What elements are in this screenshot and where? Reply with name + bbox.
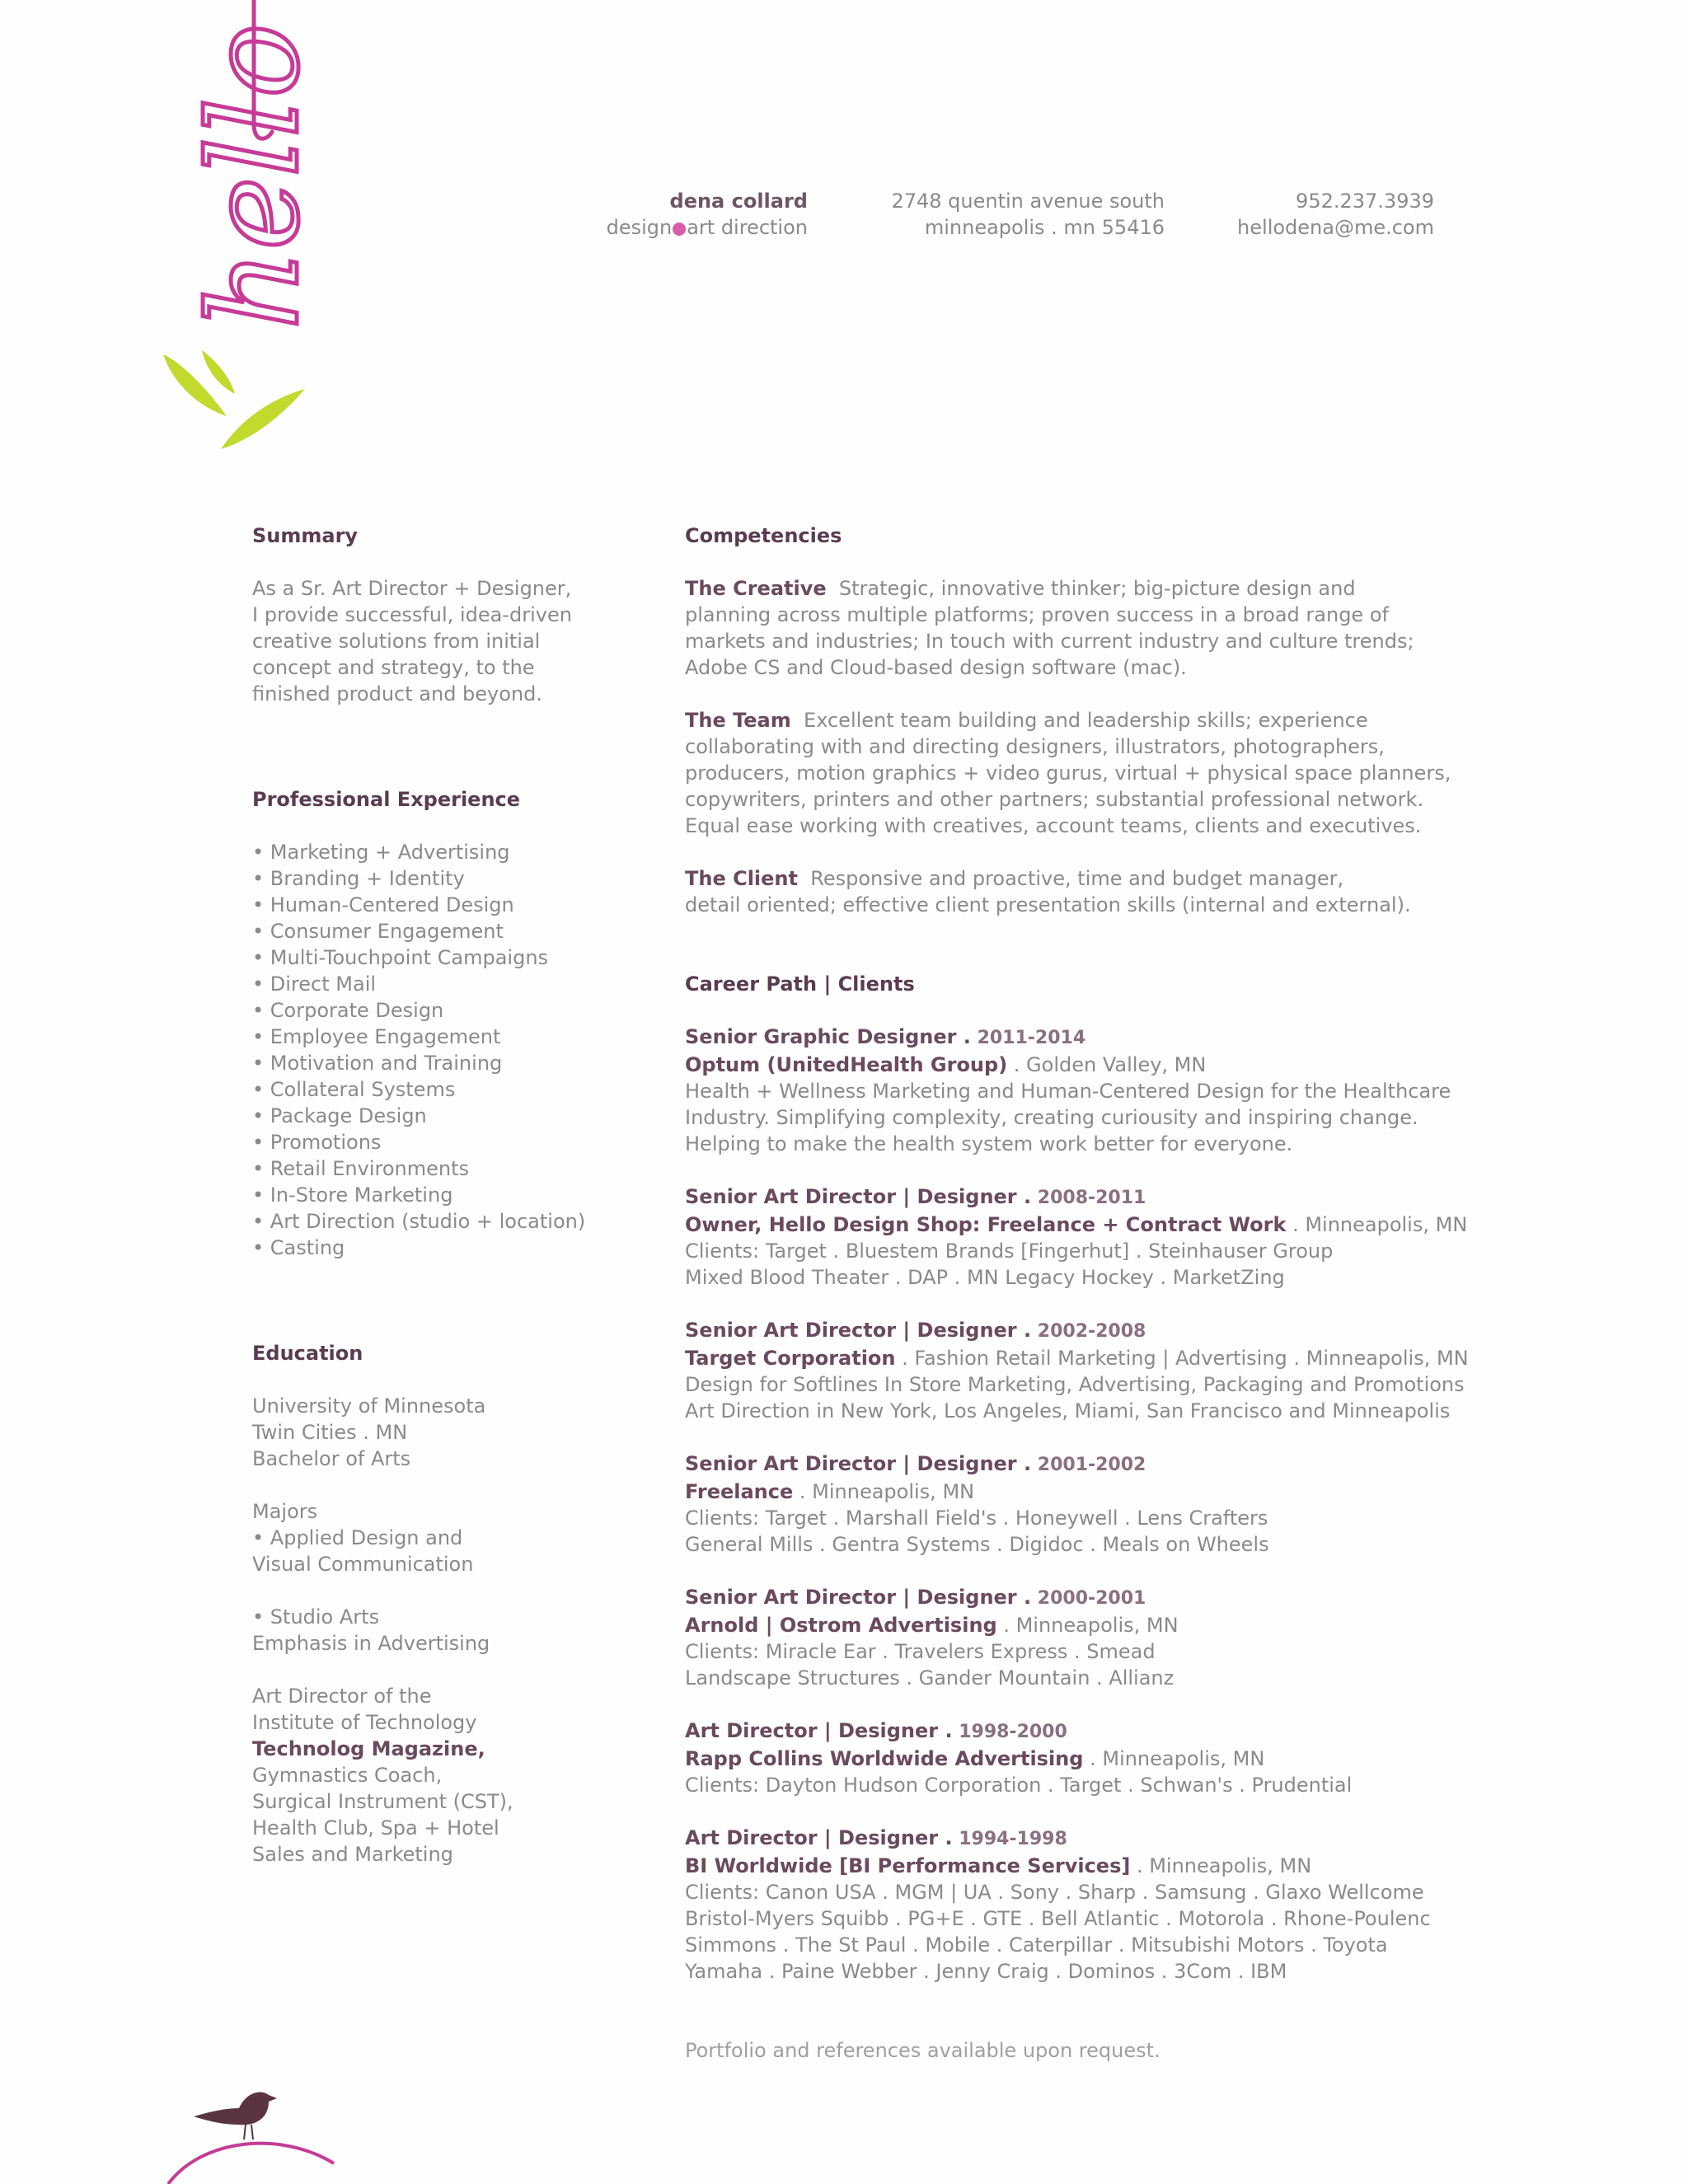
job-years: 2002-2008 — [1037, 1321, 1146, 1342]
competency-text: markets and industries; In touch with current industry and culture trends; — [685, 630, 1414, 653]
job-years: 1994-1998 — [959, 1829, 1067, 1849]
competency-text: planning across multiple platforms; proven success in a broad range of — [685, 603, 1389, 626]
email-address[interactable]: hellodena@me.com — [1237, 216, 1434, 239]
list-item: • Art Direction (studio + location) — [252, 1208, 598, 1235]
job-role: Senior Art Director | Designer . — [685, 1452, 1032, 1475]
education-line: University of Minnesota — [252, 1394, 486, 1418]
education-line: Sales and Marketing — [252, 1843, 453, 1866]
education-text — [252, 1393, 598, 1868]
list-item: • Collateral Systems — [252, 1076, 598, 1103]
list-item: • Package Design — [252, 1103, 598, 1129]
job-detail: Industry. Simplifying complexity, creating curiousity and inspiring change. — [685, 1106, 1418, 1129]
job-entry — [685, 1183, 1625, 1291]
job-company: Target Corporation — [685, 1347, 896, 1370]
job-entry — [685, 1024, 1625, 1157]
list-item: • Retail Environments — [252, 1155, 598, 1182]
list-item: • Direct Mail — [252, 971, 598, 997]
competency-text: Adobe CS and Cloud-based design software (mac). — [685, 656, 1187, 679]
job-role: Senior Graphic Designer . — [685, 1025, 971, 1048]
competency-text: Excellent team building and leadership skills; experience — [804, 709, 1368, 732]
majors-label: Majors — [252, 1500, 318, 1523]
job-detail: General Mills . Gentra Systems . Digidoc . Meals on Wheels — [685, 1533, 1269, 1556]
job-company: BI Worldwide [BI Performance Services] — [685, 1854, 1131, 1877]
job-role: Art Director | Designer . — [685, 1719, 953, 1742]
major-item-cont: Emphasis in Advertising — [252, 1632, 490, 1655]
plus-dot-icon — [673, 223, 686, 236]
job-detail: Clients: Miracle Ear . Travelers Express . Smead — [685, 1640, 1156, 1663]
job-role: Senior Art Director | Designer . — [685, 1586, 1032, 1609]
summary-text — [252, 575, 598, 707]
job-detail: Mixed Blood Theater . DAP . MN Legacy Hockey . MarketZing — [685, 1266, 1285, 1289]
job-detail: Clients: Canon USA . MGM | UA . Sony . Sharp . Samsung . Glaxo Wellcome — [685, 1881, 1424, 1904]
list-item: • Consumer Engagement — [252, 918, 598, 944]
education-line: Bachelor of Arts — [252, 1447, 411, 1470]
job-location: . Minneapolis, MN — [1286, 1213, 1468, 1236]
job-years: 1998-2000 — [959, 1722, 1067, 1742]
list-item: • Multi-Touchpoint Campaigns — [252, 944, 598, 971]
competency-label: The Client — [685, 867, 798, 890]
job-detail: Yamaha . Paine Webber . Jenny Craig . Dominos . 3Com . IBM — [685, 1960, 1287, 1983]
major-item: • Studio Arts — [252, 1604, 598, 1630]
leaf-icon — [202, 350, 235, 394]
job-location: . Minneapolis, MN — [793, 1480, 975, 1503]
tagline-art-direction: art direction — [687, 216, 808, 239]
competency-label: The Team — [685, 709, 791, 732]
education-line: Surgical Instrument (CST), — [252, 1790, 513, 1813]
experience-title: Professional Experience — [252, 788, 521, 811]
competency-creative — [685, 575, 1625, 681]
summary-line: As a Sr. Art Director + Designer, — [252, 577, 572, 600]
job-detail: Clients: Dayton Hudson Corporation . Target . Schwan's . Prudential — [685, 1774, 1353, 1797]
wire-arc — [168, 2144, 334, 2184]
job-location: . Fashion Retail Marketing | Advertising . Minneapolis, MN — [895, 1347, 1469, 1370]
job-role: Art Director | Designer . — [685, 1826, 953, 1849]
list-item: • Promotions — [252, 1129, 598, 1155]
job-entry — [685, 1584, 1625, 1691]
competency-text: copywriters, printers and other partners; substantial professional network. — [685, 788, 1424, 811]
job-detail: Helping to make the health system work better for everyone. — [685, 1132, 1293, 1155]
tagline — [607, 214, 808, 241]
competency-text: Strategic, innovative thinker; big-picture design and — [838, 577, 1356, 600]
address-line-1: 2748 quentin avenue south — [891, 190, 1165, 213]
job-entry — [685, 1317, 1625, 1424]
competency-text: producers, motion graphics + video gurus, virtual + physical space planners, — [685, 762, 1451, 785]
bird-on-wire-decoration — [157, 2077, 346, 2184]
magazine-name: Technolog Magazine, — [252, 1737, 485, 1760]
summary-line: concept and strategy, to the — [252, 656, 535, 679]
leaf-icon — [221, 389, 305, 449]
job-location: . Minneapolis, MN — [1130, 1854, 1312, 1877]
summary-line: finished product and beyond. — [252, 682, 543, 705]
summary-line: I provide successful, idea-driven — [252, 603, 572, 626]
job-years: 2001-2002 — [1037, 1455, 1146, 1475]
job-detail: Health + Wellness Marketing and Human-Centered Design for the Healthcare — [685, 1080, 1451, 1103]
leaf-icon — [163, 354, 227, 416]
job-detail: Bristol-Myers Squibb . PG+E . GTE . Bell Atlantic . Motorola . Rhone-Poulenc — [685, 1907, 1431, 1930]
tagline-design: design — [606, 216, 673, 239]
name-block — [607, 188, 808, 241]
job-detail: Design for Softlines In Store Marketing, Advertising, Packaging and Promotions — [685, 1373, 1465, 1396]
competency-team — [685, 707, 1625, 839]
experience-list — [252, 839, 598, 1261]
job-entry — [685, 1718, 1625, 1798]
job-years: 2000-2001 — [1037, 1588, 1146, 1609]
job-detail: Art Direction in New York, Los Angeles, Miami, San Francisco and Minneapolis — [685, 1399, 1451, 1422]
job-detail: Clients: Target . Marshall Field's . Honeywell . Lens Crafters — [685, 1507, 1268, 1530]
competency-text: detail oriented; effective client presentation skills (internal and external). — [685, 893, 1411, 916]
hello-script-decoration — [124, 0, 338, 478]
competencies-title: Competencies — [685, 524, 842, 547]
bird-icon — [194, 2093, 277, 2139]
job-role: Senior Art Director | Designer . — [685, 1319, 1032, 1342]
education-line: Health Club, Spa + Hotel — [252, 1816, 499, 1840]
job-entry — [685, 1825, 1625, 1985]
job-location: . Golden Valley, MN — [1007, 1053, 1207, 1076]
job-years: 2011-2014 — [977, 1028, 1086, 1048]
job-location: . Minneapolis, MN — [996, 1614, 1179, 1637]
job-detail: Clients: Target . Bluestem Brands [Fingerhut] . Steinhauser Group — [685, 1240, 1334, 1263]
education-line: Twin Cities . MN — [252, 1421, 408, 1444]
job-company: Owner, Hello Design Shop: Freelance + Contract Work — [685, 1213, 1287, 1236]
list-item: • Casting — [252, 1235, 598, 1261]
list-item: • In-Store Marketing — [252, 1182, 598, 1208]
list-item: • Human-Centered Design — [252, 892, 598, 918]
summary-title: Summary — [252, 524, 359, 547]
address-block — [891, 188, 1165, 241]
list-item: • Marketing + Advertising — [252, 839, 598, 865]
job-company: Arnold | Ostrom Advertising — [685, 1614, 997, 1637]
education-title: Education — [252, 1342, 363, 1365]
competency-text: Responsive and proactive, time and budget manager, — [810, 867, 1344, 890]
competency-text: Equal ease working with creatives, account teams, clients and executives. — [685, 814, 1422, 837]
summary-line: creative solutions from initial — [252, 630, 541, 653]
job-company: Optum (UnitedHealth Group) — [685, 1053, 1008, 1076]
list-item: • Employee Engagement — [252, 1024, 598, 1050]
job-years: 2008-2011 — [1037, 1188, 1146, 1208]
list-item: • Motivation and Training — [252, 1050, 598, 1076]
career-title: Career Path | Clients — [685, 972, 915, 996]
list-item: • Corporate Design — [252, 997, 598, 1024]
right-column — [685, 523, 1625, 2064]
contact-block — [1237, 188, 1434, 241]
address-line-2: minneapolis . mn 55416 — [924, 216, 1165, 239]
major-item: • Applied Design and — [252, 1525, 598, 1551]
job-entry — [685, 1451, 1625, 1558]
education-line: Institute of Technology — [252, 1711, 477, 1734]
job-detail: Simmons . The St Paul . Mobile . Caterpillar . Mitsubishi Motors . Toyota — [685, 1933, 1388, 1957]
job-detail: Landscape Structures . Gander Mountain . Allianz — [685, 1666, 1175, 1690]
education-line: Gymnastics Coach, — [252, 1764, 443, 1787]
left-column — [252, 523, 598, 1868]
education-line: Art Director of the — [252, 1685, 432, 1708]
job-role: Senior Art Director | Designer . — [685, 1185, 1032, 1208]
job-company: Freelance — [685, 1480, 794, 1503]
hello-word: hello — [183, 23, 326, 330]
person-name: dena collard — [669, 190, 808, 213]
list-item: • Branding + Identity — [252, 865, 598, 892]
job-location: . Minneapolis, MN — [1083, 1747, 1265, 1770]
competency-client — [685, 865, 1625, 918]
major-item-cont: Visual Communication — [252, 1553, 474, 1576]
competency-text: collaborating with and directing designers, illustrators, photographers, — [685, 735, 1385, 758]
job-company: Rapp Collins Worldwide Advertising — [685, 1747, 1084, 1770]
competency-label: The Creative — [685, 577, 827, 600]
phone-number: 952.237.3939 — [1296, 190, 1434, 213]
footer-note: Portfolio and references available upon request. — [685, 2039, 1160, 2062]
